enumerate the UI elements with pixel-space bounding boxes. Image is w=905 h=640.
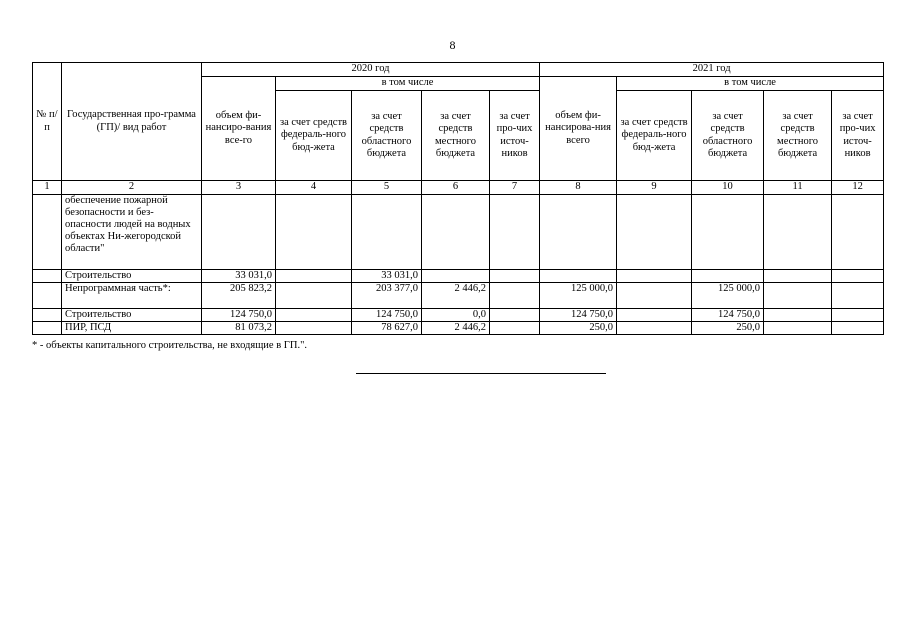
col-number: 2 [62, 181, 202, 195]
value-cell [832, 283, 884, 309]
value-cell: 2 446,2 [422, 322, 490, 335]
header-total-2020: объем фи-нансиро-вания все-го [202, 77, 276, 181]
col-number: 11 [764, 181, 832, 195]
table-body [33, 195, 884, 335]
value-cell: 124 750,0 [540, 309, 617, 322]
header-federal-2020: за счет средств федераль-ного бюд-жета [276, 91, 352, 181]
value-cell: 78 627,0 [352, 322, 422, 335]
row-number-cell [33, 322, 62, 335]
table-row [33, 283, 884, 309]
value-cell [490, 195, 540, 270]
value-cell [617, 322, 692, 335]
value-cell [617, 283, 692, 309]
value-cell [692, 270, 764, 283]
page-number: 8 [449, 38, 456, 52]
row-number-cell [33, 270, 62, 283]
value-cell [764, 195, 832, 270]
header-year-2020: 2020 год [202, 63, 540, 77]
header-regional-2020: за счет средств областного бюджета [352, 91, 422, 181]
row-number-cell [33, 195, 62, 270]
header-regional-2021: за счет средств областного бюджета [692, 91, 764, 181]
table-row [33, 195, 884, 270]
value-cell [490, 309, 540, 322]
header-program: Государственная про-грамма (ГП)/ вид работ [62, 63, 202, 181]
value-cell [692, 195, 764, 270]
value-cell [832, 309, 884, 322]
value-cell [617, 270, 692, 283]
header-total-2021: объем фи-нансирова-ния всего [540, 77, 617, 181]
value-cell: 124 750,0 [692, 309, 764, 322]
value-cell [202, 195, 276, 270]
col-number: 4 [276, 181, 352, 195]
value-cell [490, 322, 540, 335]
col-number: 1 [33, 181, 62, 195]
financing-table [32, 62, 884, 335]
header-other-2020: за счет про-чих источ-ников [490, 91, 540, 181]
row-number-cell [33, 283, 62, 309]
value-cell [276, 322, 352, 335]
value-cell: 2 446,2 [422, 283, 490, 309]
value-cell: 125 000,0 [540, 283, 617, 309]
value-cell: 203 377,0 [352, 283, 422, 309]
column-numbers-row [33, 181, 884, 195]
value-cell [617, 309, 692, 322]
value-cell [352, 195, 422, 270]
value-cell: 0,0 [422, 309, 490, 322]
value-cell [540, 195, 617, 270]
table-row [33, 270, 884, 283]
table-row [33, 322, 884, 335]
value-cell: 33 031,0 [202, 270, 276, 283]
value-cell [764, 283, 832, 309]
value-cell [764, 309, 832, 322]
value-cell [764, 322, 832, 335]
value-cell [490, 283, 540, 309]
separator-line [356, 373, 606, 374]
header-other-2021: за счет про-чих источ-ников [832, 91, 884, 181]
value-cell: 125 000,0 [692, 283, 764, 309]
value-cell: 250,0 [540, 322, 617, 335]
value-cell: 124 750,0 [352, 309, 422, 322]
value-cell: 124 750,0 [202, 309, 276, 322]
row-name-cell: ПИР, ПСД [62, 322, 202, 335]
value-cell: 33 031,0 [352, 270, 422, 283]
value-cell [490, 270, 540, 283]
row-name-cell: обеспечение пожарной безопасности и без-опасности людей на водных объектах Ни-жегородской области" [62, 195, 202, 270]
value-cell [832, 195, 884, 270]
header-year-2021: 2021 год [540, 63, 884, 77]
value-cell [422, 195, 490, 270]
col-number: 9 [617, 181, 692, 195]
value-cell [617, 195, 692, 270]
header-local-2020: за счет средств местного бюджета [422, 91, 490, 181]
header-including-2021: в том числе [617, 77, 884, 91]
col-number: 8 [540, 181, 617, 195]
value-cell: 250,0 [692, 322, 764, 335]
table-row [33, 309, 884, 322]
value-cell [422, 270, 490, 283]
value-cell [276, 195, 352, 270]
value-cell [764, 270, 832, 283]
header-no: № п/п [33, 63, 62, 181]
col-number: 5 [352, 181, 422, 195]
row-name-cell: Непрограммная часть*: [62, 283, 202, 309]
header-including-2020: в том числе [276, 77, 540, 91]
value-cell [832, 322, 884, 335]
footnote: * - объекты капитального строительства, не входящие в ГП.". [32, 340, 307, 351]
header-local-2021: за счет средств местного бюджета [764, 91, 832, 181]
value-cell [276, 270, 352, 283]
col-number: 3 [202, 181, 276, 195]
row-name-cell: Строительство [62, 270, 202, 283]
value-cell [832, 270, 884, 283]
value-cell [276, 309, 352, 322]
value-cell: 205 823,2 [202, 283, 276, 309]
col-number: 7 [490, 181, 540, 195]
col-number: 12 [832, 181, 884, 195]
row-name-cell: Строительство [62, 309, 202, 322]
col-number: 6 [422, 181, 490, 195]
value-cell [540, 270, 617, 283]
row-number-cell [33, 309, 62, 322]
value-cell: 81 073,2 [202, 322, 276, 335]
value-cell [276, 283, 352, 309]
header-federal-2021: за счет средств федераль-ного бюд-жета [617, 91, 692, 181]
col-number: 10 [692, 181, 764, 195]
